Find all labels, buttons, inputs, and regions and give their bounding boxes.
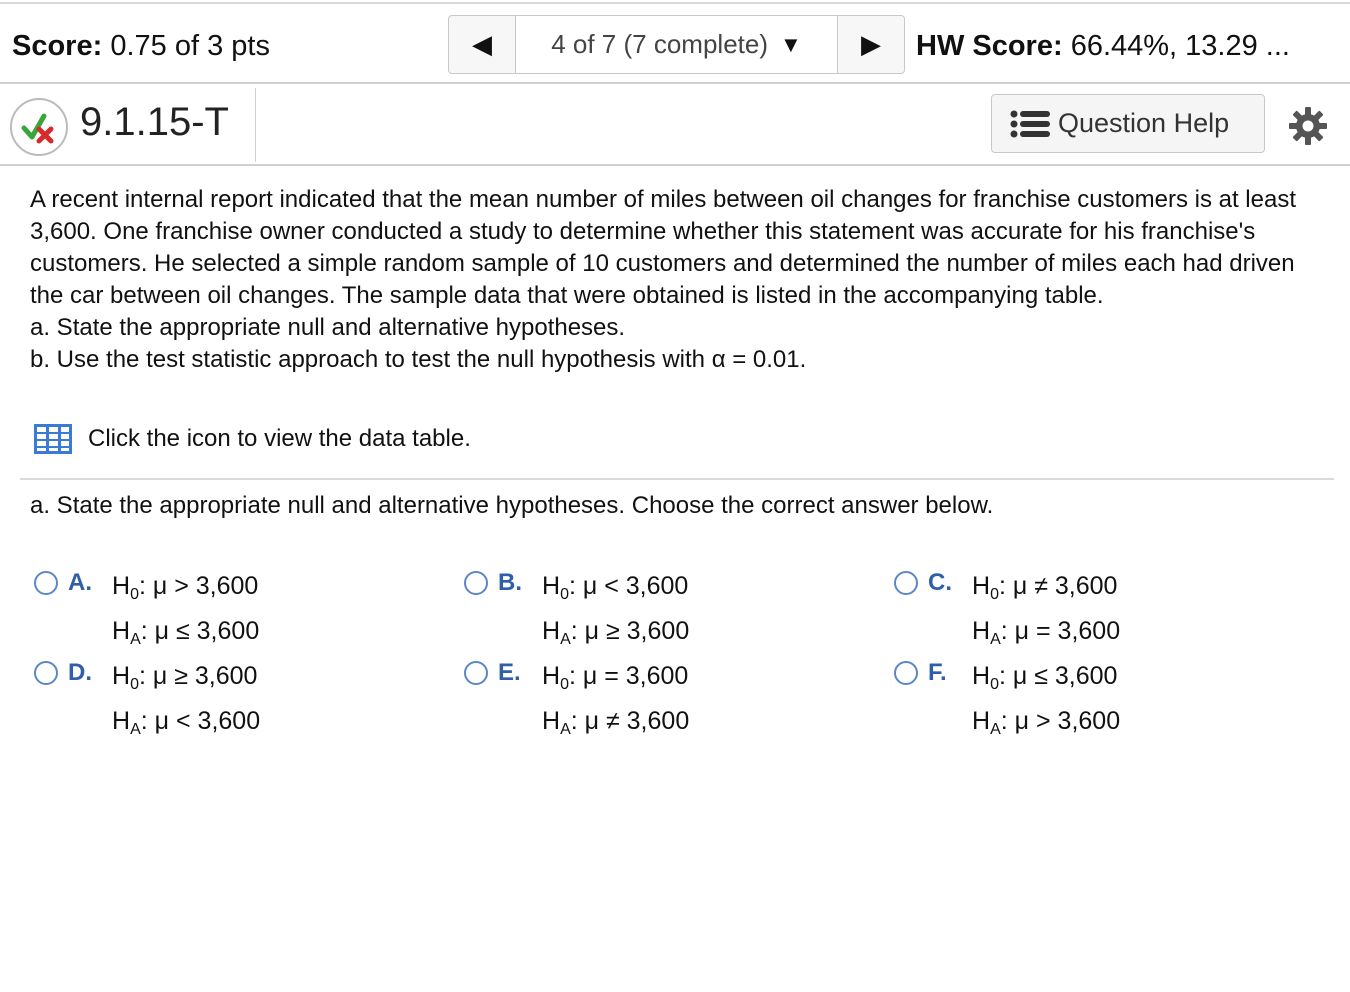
- null-relation: μ = 3,600: [582, 662, 689, 690]
- partial-credit-icon: [10, 98, 68, 156]
- next-question-button[interactable]: [837, 16, 904, 73]
- part-b-text: b. Use the test statistic approach to test the null hypothesis with α = 0.01.: [30, 346, 807, 373]
- alternative-relation: μ < 3,600: [154, 707, 261, 735]
- null-relation: μ ≤ 3,600: [1012, 662, 1118, 690]
- option-a[interactable]: [34, 568, 259, 658]
- alternative-hypothesis: $H_A$: μ ≥ 3,600: [542, 617, 690, 648]
- view-data-table-link[interactable]: [34, 422, 471, 456]
- null-hypothesis: $H_0$: μ ≥ 3,600: [112, 662, 258, 693]
- answer-prompt: a. State the appropriate null and alternative hypotheses. Choose the correct answer below.: [30, 492, 994, 519]
- view-data-table-label: Click the icon to view the data table.: [88, 425, 471, 452]
- radio-button[interactable]: [894, 571, 918, 595]
- option-letter: C.: [928, 569, 952, 596]
- question-divider: [0, 164, 1350, 166]
- null-relation: μ ≠ 3,600: [1012, 572, 1118, 600]
- score-label: Score:: [12, 30, 103, 62]
- alternative-relation: μ ≥ 3,600: [584, 617, 690, 645]
- null-hypothesis: $H_0$: μ ≠ 3,600: [972, 572, 1118, 603]
- option-letter: F.: [928, 659, 947, 686]
- null-hypothesis: $H_0$: μ ≤ 3,600: [972, 662, 1118, 693]
- alternative-hypothesis: $H_A$: μ ≤ 3,600: [112, 617, 260, 648]
- option-e[interactable]: [464, 658, 689, 748]
- option-letter: A.: [68, 569, 92, 596]
- question-id-row: [0, 84, 1350, 164]
- radio-button[interactable]: [34, 571, 58, 595]
- section-divider: [20, 478, 1334, 480]
- question-position-dropdown[interactable]: [516, 16, 837, 73]
- alternative-relation: μ > 3,600: [1014, 707, 1121, 735]
- part-a-text: a. State the appropriate null and alternative hypotheses.: [30, 314, 626, 341]
- hw-score-label: HW Score:: [916, 30, 1063, 62]
- radio-button[interactable]: [464, 571, 488, 595]
- question-body: [30, 184, 1325, 376]
- option-letter: E.: [498, 659, 521, 686]
- option-letter: B.: [498, 569, 522, 596]
- question-help-label: Question Help: [1058, 108, 1230, 138]
- table-icon: [34, 424, 72, 454]
- null-relation: μ < 3,600: [582, 572, 689, 600]
- null-relation: μ > 3,600: [152, 572, 259, 600]
- option-hypotheses: [112, 658, 260, 748]
- option-hypotheses: [972, 568, 1120, 658]
- previous-question-button[interactable]: [449, 16, 516, 73]
- list-icon: [1010, 110, 1050, 138]
- null-hypothesis: $H_0$: μ > 3,600: [112, 572, 259, 603]
- option-letter: D.: [68, 659, 92, 686]
- alternative-relation: μ ≤ 3,600: [154, 617, 260, 645]
- option-c[interactable]: [894, 568, 1120, 658]
- radio-button[interactable]: [34, 661, 58, 685]
- null-hypothesis: $H_0$: μ < 3,600: [542, 572, 689, 603]
- question-navigator: [448, 15, 905, 74]
- caret-down-icon: ▼: [780, 31, 802, 57]
- hw-score-value: 66.44%, 13.29 ...: [1070, 30, 1290, 62]
- question-id-divider: [255, 88, 256, 162]
- null-hypothesis: $H_0$: μ = 3,600: [542, 662, 689, 693]
- option-hypotheses: [972, 658, 1120, 748]
- question-paragraph: A recent internal report indicated that the mean number of miles between oil changes for franchise customers is at least 3,600. One franchise owner conducted a study to determine whether this statement was accurate for his franchise's customers. He selected a simple random sample of 10 customers and determined the number of miles each had driven the car between oil changes. The sample data that were obtained is listed in the accompanying table.: [30, 186, 1296, 309]
- option-f[interactable]: [894, 658, 1120, 748]
- alternative-relation: μ ≠ 3,600: [584, 707, 690, 735]
- option-hypotheses: [542, 658, 689, 748]
- option-b[interactable]: [464, 568, 689, 658]
- question-help-button[interactable]: [991, 94, 1265, 153]
- alternative-hypothesis: $H_A$: μ < 3,600: [112, 707, 261, 738]
- null-relation: μ ≥ 3,600: [152, 662, 258, 690]
- radio-button[interactable]: [464, 661, 488, 685]
- header-bar: [0, 4, 1350, 82]
- gear-icon[interactable]: [1288, 106, 1328, 146]
- option-hypotheses: [112, 568, 259, 658]
- alternative-hypothesis: $H_A$: μ ≠ 3,600: [542, 707, 690, 738]
- option-hypotheses: [542, 568, 689, 658]
- alternative-hypothesis: $H_A$: μ > 3,600: [972, 707, 1121, 738]
- hw-score-display: [916, 30, 1290, 63]
- question-position-label: 4 of 7 (7 complete): [551, 29, 768, 59]
- score-value: 0.75 of 3 pts: [110, 30, 270, 62]
- alternative-relation: μ = 3,600: [1014, 617, 1121, 645]
- score-display: [12, 30, 270, 63]
- alternative-hypothesis: $H_A$: μ = 3,600: [972, 617, 1121, 648]
- option-d[interactable]: [34, 658, 260, 748]
- question-id: 9.1.15-T: [80, 100, 229, 144]
- triangle-right-icon: ▶: [861, 29, 881, 59]
- triangle-left-icon: ◀: [472, 29, 492, 59]
- radio-button[interactable]: [894, 661, 918, 685]
